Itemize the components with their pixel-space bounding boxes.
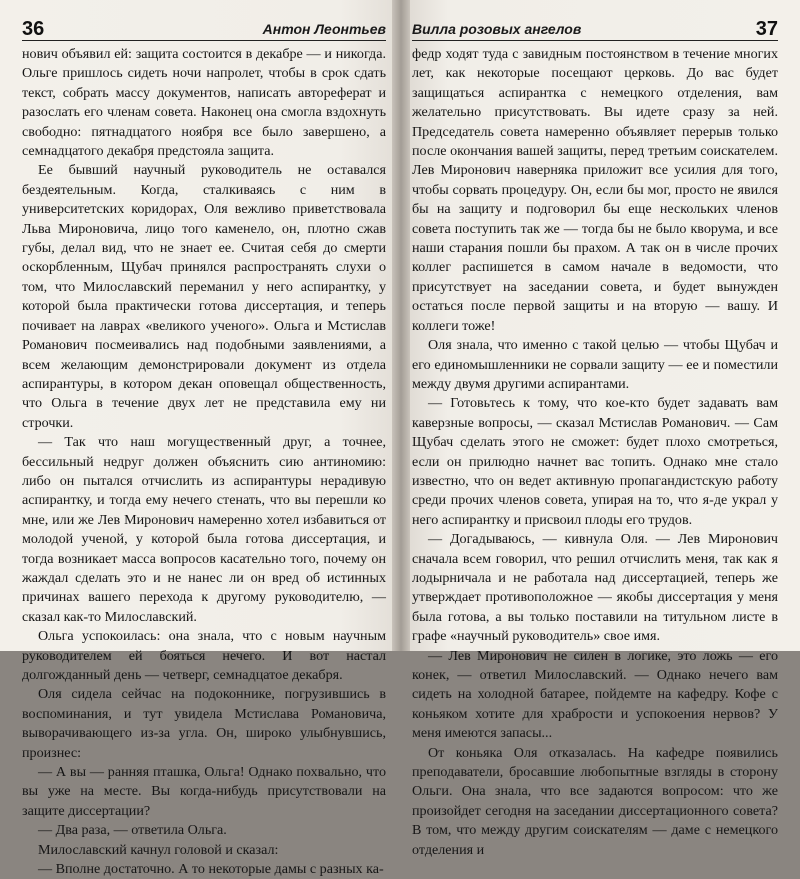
paragraph: От коньяка Оля отказалась. На кафедре появились преподаватели, бросавшие любопытные взгляды в сторону Ольги. Она знала, что все задаются вопросом: что же произойдет сегодня на заседании диссертационного совета? В том, что между другим соискателям — даме с немецкого отделения и	[412, 744, 778, 858]
paragraph: Милославский качнул головой и сказал:	[38, 841, 279, 858]
paragraph: Оля сидела сейчас на подоконнике, погрузившись в воспоминания, и тут увидела Мстислава Романовича, выворачивающего из-за угла. Он, широко улыбнувшись, произнес:	[22, 686, 386, 761]
paragraph: — Два раза, — ответила Ольга.	[38, 822, 227, 839]
book-gutter	[392, 0, 410, 651]
right-page-header	[412, 8, 778, 41]
right-page-body	[412, 45, 778, 860]
paragraph: нович объявил ей: защита состоится в декабре — и никогда. Ольге пришлось сидеть ночи напролет, чтобы в срок сдать текст, собрать массу документов, написать автореферат и разослать его членам совета. Наконец она смогла вздохнуть свободно: пятнадцатого ноября все было завершено, а семнадцатого декабря предстояла защита.	[22, 46, 386, 160]
paragraph: Ее бывший научный руководитель не оставался бездеятельным. Когда, сталкиваясь с ним в университетских коридорах, Оля вежливо приветствовала Льва Мироновича, лицо того каменело, он, плотно сжав губы, делал вид, что не знает ее. Считая себя до смерти оскорбленным, Щубач принялся распространять слухи о том, что Милославский переманил у него аспирантку, у которой была практически готова диссертация, и теперь почивает на лаврах «великого ученого». Ольга и Мстислав Романович посмеивались над подобными заявлениями, а всем желающим демонстрировали документ из отдела аспирантуры, в котором декан оповещал общественность, что Ольга в течение двух лет не представила ему ни строчки.	[22, 162, 386, 431]
paragraph: федр ходят туда с завидным постоянством в течение многих лет, как некоторые посещают церковь. До вас будет защищаться аспирантка с немецкого отделения, вам желательно присутствовать. Вы идете сразу за ней. Председатель совета намеренно объявляет перерыв только после окончания вашей защиты, перед третьим соискателем. Лев Миронович наверняка приложит все усилия для того, чтобы сорвать процедуру. Он, если бы мог, просто не явился бы на защиту и подговорил бы еще нескольких членов совета поступить так же — тогда бы не было кворума, и все наши старания пошли бы прахом. А так он в числе прочих коллег распишется в самом начале в ведомости, что присутствует на заседании совета, и будет вынужден остаться после первой защиты и на вторую — вашу. И коллеги тоже!	[412, 46, 778, 334]
paragraph: Оля знала, что именно с такой целью — чтобы Щубач и его единомышленники не сорвали защиту — ее и поместили между двумя другими аспирантами.	[412, 337, 778, 392]
paragraph: Ольга успокоилась: она знала, что с новым научным руководителем ей бояться нечего. И вот настал долгожданный день — четверг, семнадцатое декабря.	[22, 628, 386, 683]
left-page-body	[22, 45, 386, 879]
left-page-number: 36	[22, 18, 45, 40]
paragraph: — Догадываюсь, — кивнула Оля. — Лев Миронович сначала всем говорил, что решил отчислить меня, так как я лодырничала и не работала над диссертацией, теперь же утверждает противоположное — якобы диссертация у меня была готова, а вы только поставили на титульном листе в графе «научный руководитель» свое имя.	[412, 531, 778, 645]
left-running-head: Антон Леонтьев	[262, 21, 386, 37]
right-page	[400, 0, 800, 858]
paragraph: — Так что наш могущественный друг, а точнее, бессильный недруг должен объяснить сию антиномию: либо он пытался отчислить из аспирантуры нерадивую аспирантку, и тогда ему нечего стенать, что вы перешли ко мне, или же Лев Миронович намеренно хотел избавиться от молодой ученой, у которой была готова диссертация, и тогда возникает масса вопросов касательно того, почему он жаждал сделать это и не нанес ли он вред об истинных причинах вашего перехода к другому руководителю, — сказал как-то Милославский.	[22, 434, 386, 625]
paragraph: — А вы — ранняя пташка, Ольга! Однако похвально, что вы уже на месте. Вы когда-нибудь присутствовали на защите диссертации?	[22, 764, 386, 819]
paragraph: — Лев Миронович не силен в логике, это ложь — его конек, — ответил Милославский. — Однако нечего вам сидеть на холодной батарее, пойдемте на кафедру. Кофе с коньяком хотите для храбрости и успокоения нервов? У меня имеются запасы...	[412, 647, 778, 742]
right-page-number: 37	[755, 18, 778, 40]
left-page-header	[22, 8, 386, 41]
right-running-head: Вилла розовых ангелов	[412, 21, 582, 37]
left-page	[0, 0, 400, 878]
paragraph: — Вполне достаточно. А то некоторые дамы с разных ка-	[38, 861, 384, 878]
paragraph: — Готовьтесь к тому, что кое-кто будет задавать вам каверзные вопросы, — сказал Мстислав Романович. — Сам Щубач сделать этого не сможет: будет плохо смотреться, если он прилюдно начнет вас топить. Однако мне стало известно, что он ведет активную пропагандистскую работу среди прочих членов совета, упирая на то, что я-де украл у него аспирантку и присвоил плоды его трудов.	[412, 395, 778, 528]
